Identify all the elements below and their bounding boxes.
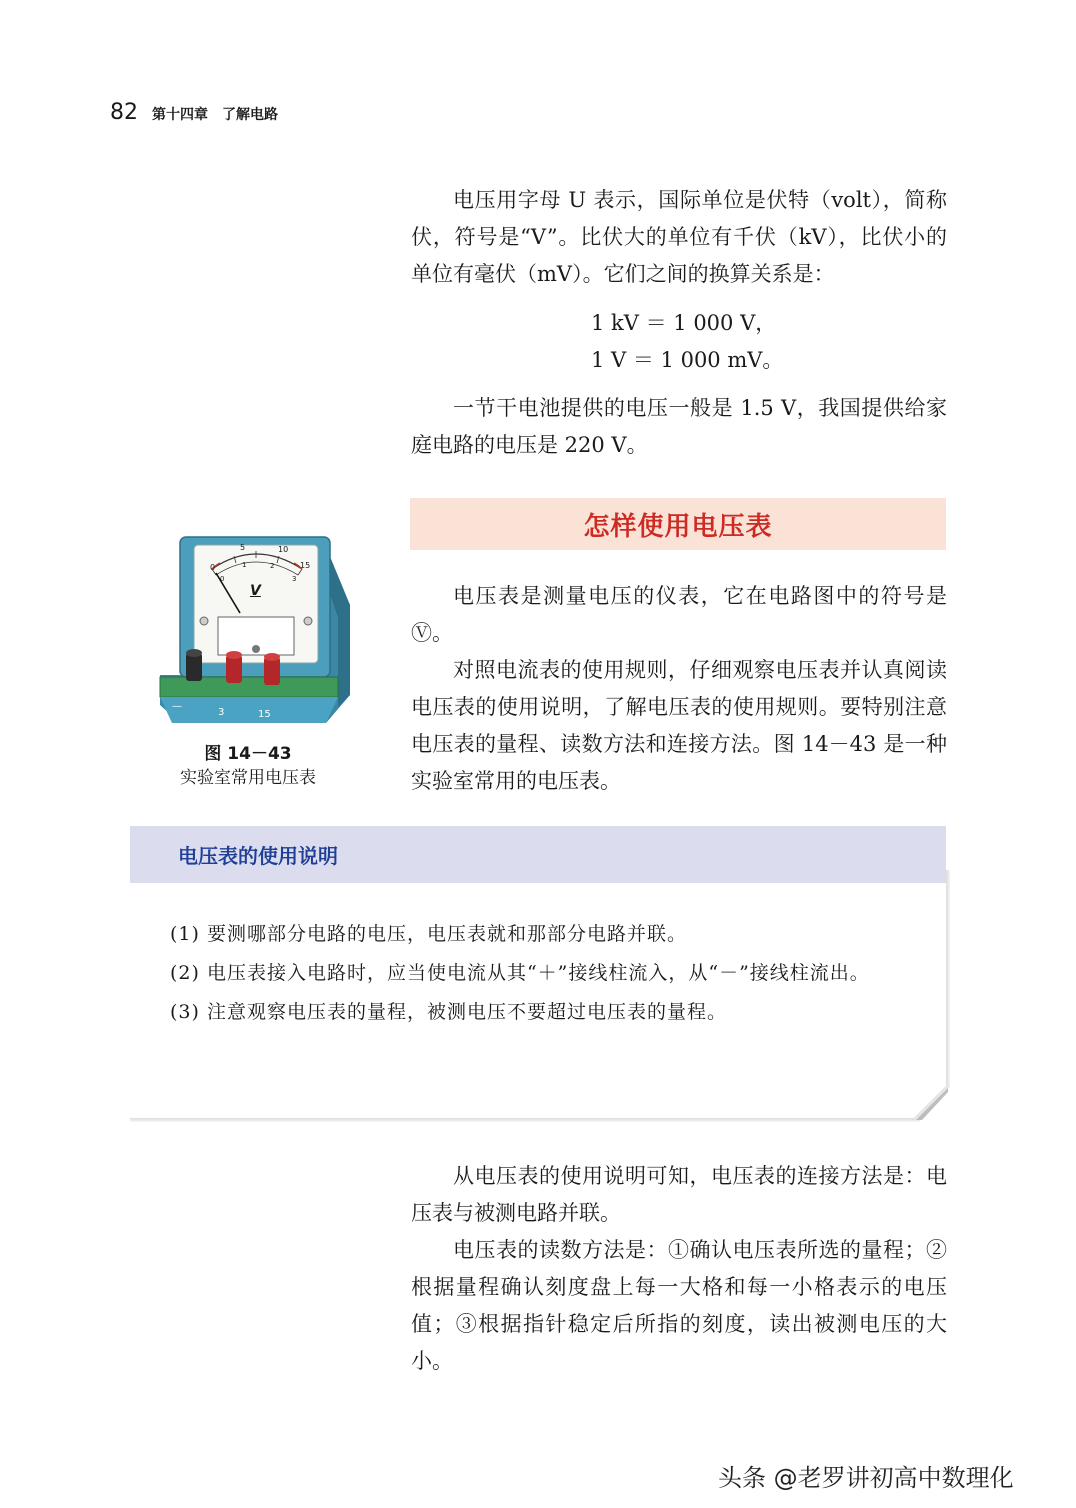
figure-caption	[130, 742, 366, 790]
dry-cell-paragraph: 一节干电池提供的电压一般是 1.5 V，我国提供给家庭电路的电压是 220 V。	[411, 396, 947, 457]
dial-tick-upper-15: 15	[300, 561, 311, 570]
conclusion	[411, 1158, 947, 1380]
instructions-title: 电压表的使用说明	[178, 844, 338, 868]
instructions-box-header	[130, 826, 946, 883]
voltmeter-symbol-paragraph: 电压表是测量电压的仪表，它在电路图中的符号是Ⓥ。	[411, 584, 947, 645]
page-number: 82	[110, 100, 138, 125]
dial-tick-lower-3: 3	[292, 575, 297, 583]
voltmeter-figure	[150, 525, 350, 740]
formula-mv: 1 V ＝ 1 000 mV。	[591, 348, 784, 372]
dial-tick-lower-2: 2	[270, 562, 275, 570]
dial-tick-lower-0: 0	[220, 575, 225, 583]
page-curl-icon	[912, 1084, 948, 1120]
figure-caption-text: 实验室常用电压表	[180, 768, 316, 788]
terminal-label-15: 15	[258, 709, 271, 720]
figure-label: 图 14－43	[204, 744, 292, 764]
dial-tick-upper-5: 5	[240, 543, 246, 552]
terminal-label-3: 3	[218, 707, 225, 718]
unit-conversion-formulas	[591, 305, 891, 379]
dial-tick-lower-1: 1	[242, 561, 247, 569]
usage-intro	[411, 578, 947, 800]
dial-tick-upper-10: 10	[278, 545, 289, 554]
terminal-label-negative: —	[172, 701, 182, 712]
watermark: 头条 @老罗讲初高中数理化	[718, 1464, 1014, 1492]
formula-kv: 1 kV ＝ 1 000 V，	[591, 311, 777, 335]
dial-unit-symbol: V	[250, 583, 261, 599]
instructions-list	[170, 918, 910, 1035]
section-title-banner	[410, 498, 946, 550]
page-header	[110, 100, 278, 132]
chapter-title: 第十四章 了解电路	[152, 107, 278, 123]
instruction-rule-2: (2) 电压表接入电路时，应当使电流从其“＋”接线柱流入，从“－”接线柱流出。	[170, 962, 870, 984]
intro-paragraph: 电压用字母 U 表示，国际单位是伏特（volt），简称伏，符号是“V”。比伏大的单位有千伏（kV），比伏小的单位有毫伏（mV）。它们之间的换算关系是：	[411, 188, 947, 286]
reading-method-paragraph: 电压表的读数方法是：①确认电压表所选的量程；②根据量程确认刻度盘上每一大格和每一小格表示的电压值；③根据指针稳定后所指的刻度，读出被测电压的大小。	[411, 1238, 947, 1373]
instruction-rule-3: (3) 注意观察电压表的量程，被测电压不要超过电压表的量程。	[170, 1001, 727, 1023]
dial-tick-upper-0: 0	[210, 563, 216, 572]
connection-method-paragraph: 从电压表的使用说明可知，电压表的连接方法是：电压表与被测电路并联。	[411, 1164, 947, 1225]
instruction-rule-1: (1) 要测哪部分电路的电压，电压表就和那部分电路并联。	[170, 923, 687, 945]
usage-rules-paragraph: 对照电流表的使用规则，仔细观察电压表并认真阅读电压表的使用说明，了解电压表的使用规则。要特别注意电压表的量程、读数方法和连接方法。图 14－43 是一种实验室常用的电压表。	[411, 658, 947, 793]
section-title: 怎样使用电压表	[583, 511, 773, 542]
